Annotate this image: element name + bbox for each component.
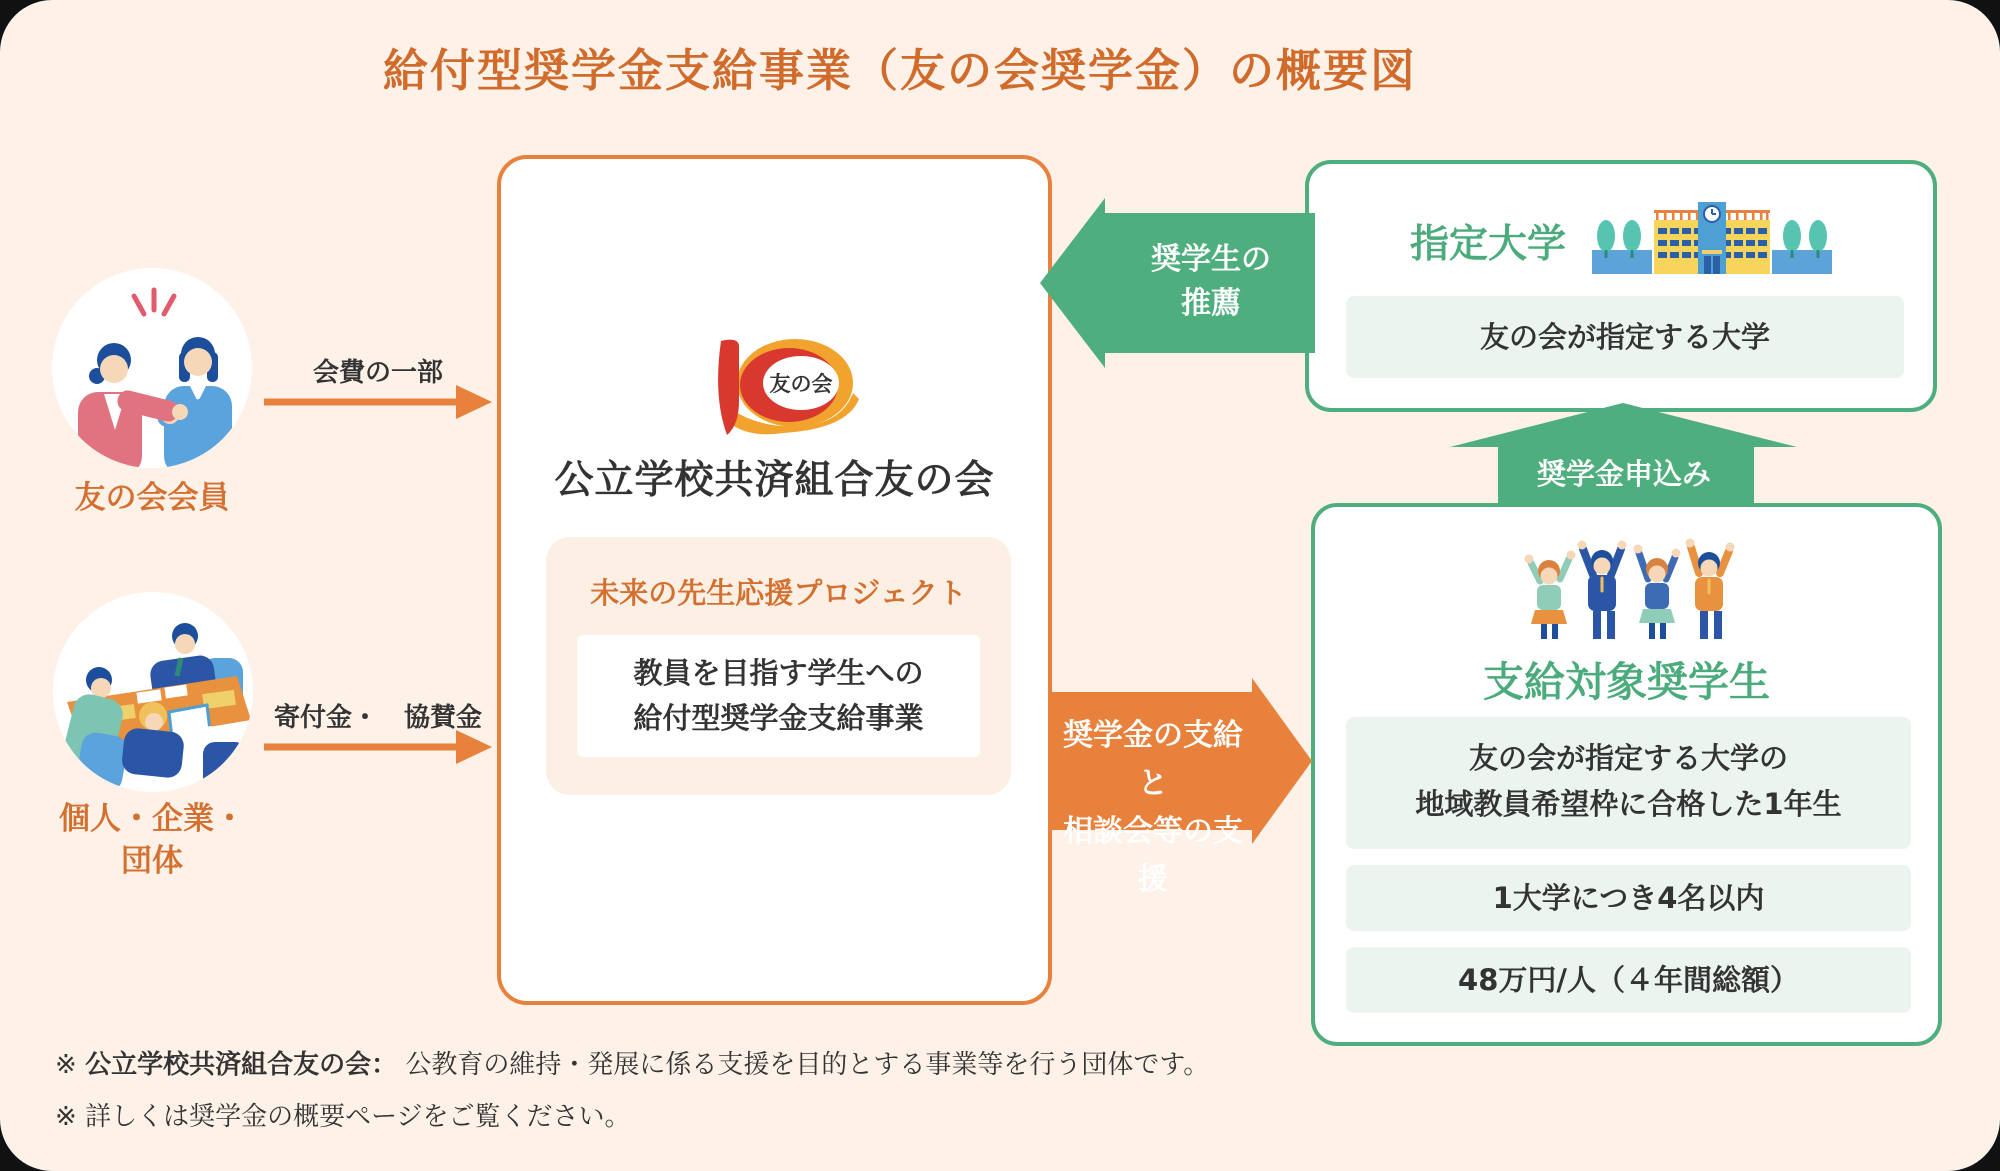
- application-arrow-label: 奨学金申込み: [1536, 457, 1711, 491]
- donors-label: [12, 798, 292, 882]
- logo-text: 友の会: [769, 372, 832, 396]
- students-box: [1311, 503, 1942, 1046]
- membership-fee-flow-label: 会費の一部: [312, 358, 443, 388]
- students-detail-eligibility-line2: 地域教員希望枠に合格した1年生: [1415, 787, 1842, 821]
- support-arrow-label-line1: 奨学金の支給と: [1063, 718, 1243, 801]
- support-arrow-label-line2: 相談会等の支援: [1063, 814, 1243, 897]
- members-circle: [52, 268, 252, 468]
- tomonokai-logo: [683, 335, 867, 441]
- recommendation-arrow-label: [1105, 238, 1317, 326]
- university-building-icon: [1592, 198, 1832, 283]
- footnote-marker: ※: [55, 1102, 77, 1132]
- project-description: [577, 635, 980, 757]
- jumping-students-illustration: [1517, 533, 1737, 645]
- donors-circle: [53, 592, 253, 792]
- footnote-organization: [55, 1044, 1209, 1081]
- recommendation-arrow-label-line1: 奨学生の: [1151, 242, 1271, 277]
- students-detail-eligibility-line1: 友の会が指定する大学の: [1468, 741, 1788, 775]
- university-box: [1305, 160, 1937, 412]
- students-detail-quota: 1大学につき4名以内: [1346, 865, 1911, 931]
- project-title: 未来の先生応援プロジェクト: [590, 576, 967, 610]
- meeting-illustration: [53, 592, 253, 792]
- handshake-illustration: [52, 268, 252, 468]
- membership-fee-arrow-icon: [262, 383, 494, 421]
- members-label: 友の会会員: [74, 480, 230, 516]
- footnote-more-info-text: 詳しくは奨学金の概要ページをご覧ください。: [85, 1102, 631, 1132]
- donation-flow-label: 寄付金・ 協賛金: [273, 703, 482, 733]
- university-header: [1309, 198, 1933, 283]
- organization-box: [497, 155, 1052, 1005]
- organization-name: 公立学校共済組合友の会: [554, 458, 995, 503]
- students-title: 支給対象奨学生: [1483, 658, 1770, 706]
- footnote-marker: ※: [55, 1050, 77, 1080]
- project-description-line2: 給付型奨学金支給事業: [633, 701, 924, 735]
- recommendation-arrow-label-line2: 推薦: [1181, 286, 1241, 321]
- project-description-line1: 教員を目指す学生への: [633, 656, 924, 690]
- page-title: 給付型奨学金支給事業（友の会奨学金）の概要図: [382, 44, 1417, 97]
- project-panel: [546, 537, 1011, 795]
- footnote-organization-bold: 公立学校共済組合友の会：: [85, 1050, 398, 1080]
- university-title: 指定大学: [1409, 221, 1566, 267]
- footnote-more-info: [55, 1096, 631, 1133]
- support-arrow-label: [1050, 712, 1256, 904]
- donation-arrow-icon: [262, 728, 494, 766]
- students-detail-amount: 48万円/人（４年間総額）: [1346, 947, 1911, 1013]
- footnote-organization-text: 公教育の維持・発展に係る支援を目的とする事業等を行う団体です。: [405, 1050, 1210, 1080]
- donors-label-line1: 個人・企業・: [59, 801, 245, 837]
- designated-university-detail: 友の会が指定する大学: [1346, 296, 1904, 378]
- students-detail-eligibility: [1346, 717, 1911, 849]
- donors-label-line2: 団体: [121, 843, 183, 879]
